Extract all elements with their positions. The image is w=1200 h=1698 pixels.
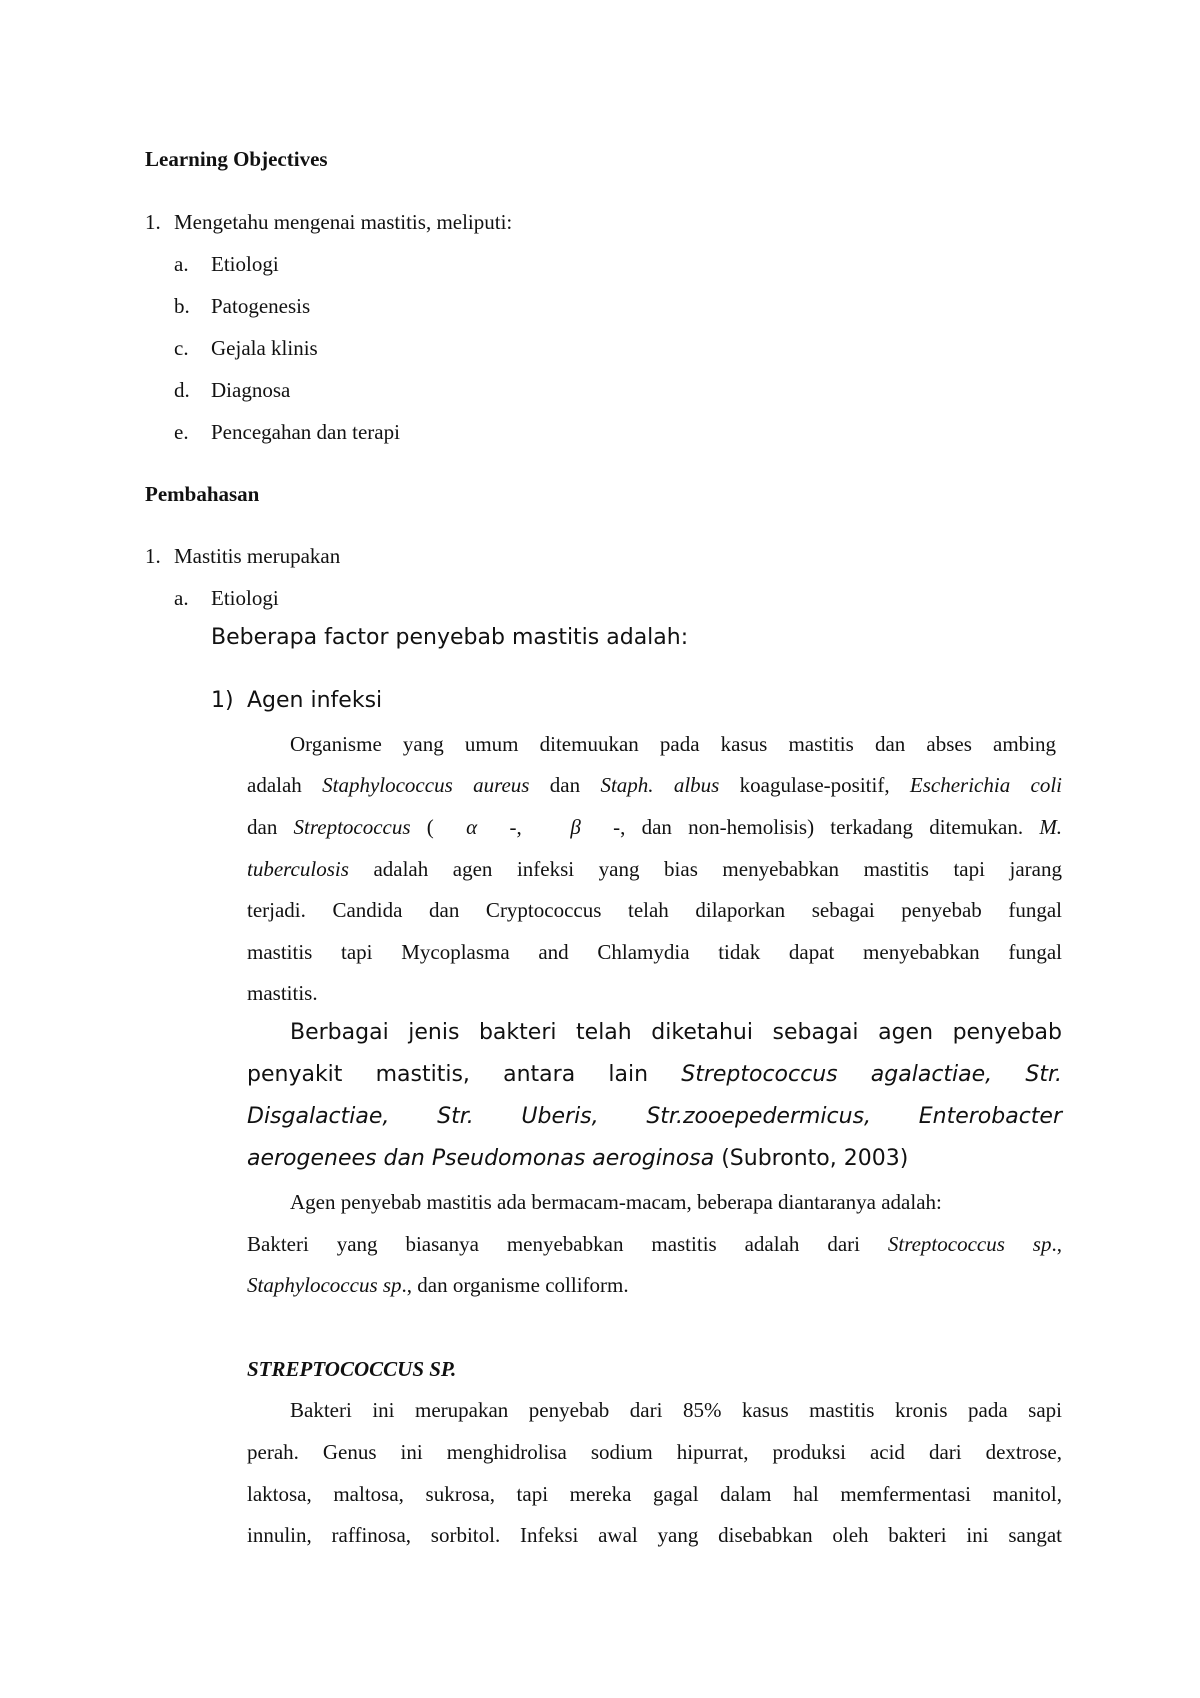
paragraph-line: innulin, raffinosa, sorbitol. Infeksi awal yang disebabkan oleh bakteri ini sangat [247, 1523, 1062, 1547]
subitem-marker: a. [174, 252, 189, 276]
objective-text: Mengetahu mengenai mastitis, meliputi: [174, 210, 513, 234]
pembahasan-text: Mastitis merupakan [174, 544, 341, 568]
paragraph-line: mastitis tapi Mycoplasma and Chlamydia tidak dapat menyebabkan fungal [247, 940, 1062, 964]
subitem-text: Patogenesis [211, 294, 311, 318]
pembahasan-heading: Pembahasan [145, 482, 260, 506]
paragraph-line: Bakteri ini merupakan penyebab dari 85% kasus mastitis kronis pada sapi [290, 1398, 1062, 1422]
subitem-text: Etiologi [211, 252, 279, 276]
subitem-marker: a. [174, 586, 189, 610]
agen-number: 1) [211, 688, 234, 713]
paragraph-line: adalah Staphylococcus aureus dan Staph. albus koagulase-positif, Escherichia coli [247, 773, 1063, 797]
subitem-marker: d. [174, 378, 190, 402]
streptococcus-heading: STREPTOCOCCUS SP. [247, 1357, 457, 1381]
paragraph-line: dan Streptococcus ( α -, β -, dan non-hemolisis) terkadang ditemukan. M. [247, 815, 1063, 839]
paragraph-line: perah. Genus ini menghidrolisa sodium hipurrat, produksi acid dari dextrose, [247, 1440, 1062, 1464]
agen-title: Agen infeksi [247, 688, 383, 713]
paragraph-line: laktosa, maltosa, sukrosa, tapi mereka gagal dalam hal memfermentasi manitol, [247, 1482, 1062, 1506]
paragraph-line: Agen penyebab mastitis ada bermacam-macam, beberapa diantaranya adalah: [290, 1190, 942, 1214]
beta-symbol: β [570, 815, 581, 839]
factor-heading: Beberapa factor penyebab mastitis adalah: [211, 625, 689, 650]
learning-objectives-heading: Learning Objectives [145, 147, 328, 171]
paragraph-line: terjadi. Candida dan Cryptococcus telah dilaporkan sebagai penyebab fungal [247, 898, 1062, 922]
paragraph-line: Disgalactiae, Str. Uberis, Str.zooepedermicus, Enterobacter [247, 1104, 1062, 1129]
paragraph-line: mastitis. [247, 981, 318, 1005]
paragraph-line: aerogenees dan Pseudomonas aeroginosa (Subronto, 2003) [247, 1146, 909, 1171]
subitem-marker: e. [174, 420, 189, 444]
paragraph-line: penyakit mastitis, antara lain Streptococcus agalactiae, Str. [247, 1062, 1062, 1087]
paragraph-line: tuberculosis adalah agen infeksi yang bias menyebabkan mastitis tapi jarang [247, 857, 1062, 881]
paragraph-line: Organisme yang umum ditemuukan pada kasus mastitis dan abses ambing [290, 732, 1056, 756]
paragraph-line: Staphylococcus sp., dan organisme colliform. [247, 1273, 629, 1297]
objective-number: 1. [145, 210, 161, 234]
paragraph-line: Bakteri yang biasanya menyebabkan mastitis adalah dari Streptococcus sp., [247, 1232, 1062, 1256]
alpha-symbol: α [466, 815, 478, 839]
paragraph-line: Berbagai jenis bakteri telah diketahui sebagai agen penyebab [290, 1020, 1062, 1045]
subitem-text: Etiologi [211, 586, 279, 610]
pembahasan-number: 1. [145, 544, 161, 568]
subitem-text: Gejala klinis [211, 336, 318, 360]
subitem-text: Pencegahan dan terapi [211, 420, 400, 444]
subitem-marker: c. [174, 336, 189, 360]
subitem-marker: b. [174, 294, 190, 318]
subitem-text: Diagnosa [211, 378, 291, 402]
